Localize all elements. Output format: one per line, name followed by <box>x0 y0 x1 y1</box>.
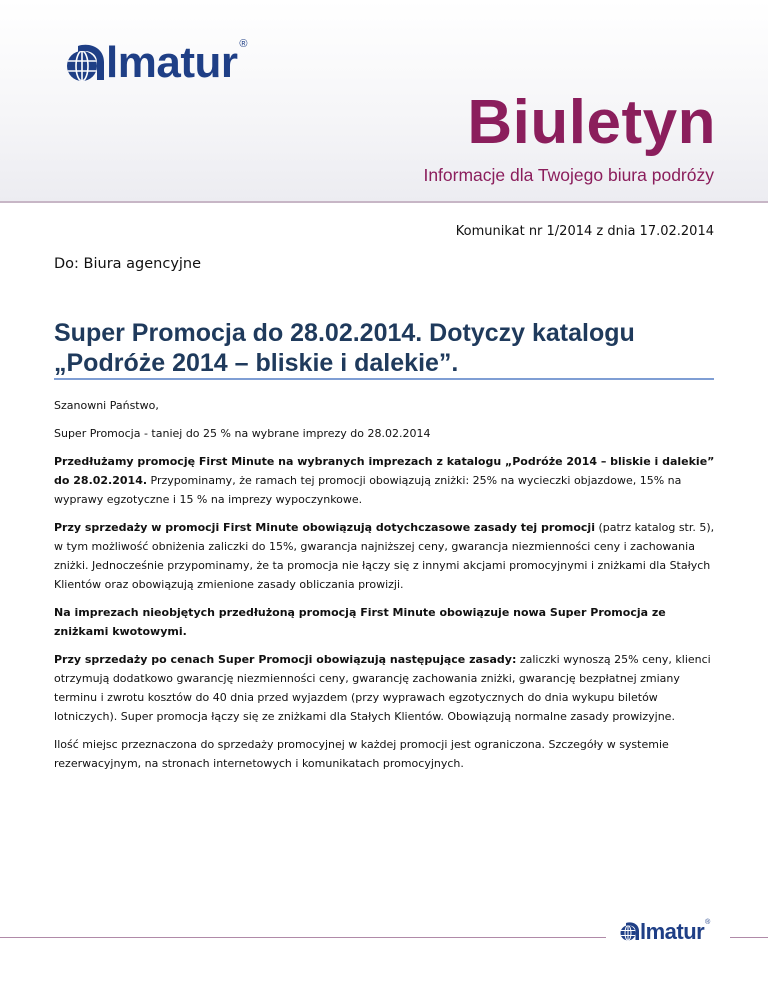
paragraph-rest: (patrz katalog str. 5), w tym możliwość obniżenia zaliczki do 15%, gwarancja najniższej ceny, gwarancja niezmienności ceny i zachowania zniżki. Jednocześnie przypominamy, że ta promocja nie łączy się z innymi akcjami promocyjnymi i zniżkami dla Stałych Klientów oraz obowiązują zmienione zasady obliczania prowizji. <box>54 521 715 591</box>
logo-wordmark: lmatur <box>640 918 705 944</box>
greeting: Szanowni Państwo, <box>54 399 159 412</box>
bulletin-title: Biuletyn <box>467 88 716 157</box>
intro-paragraph: Super Promocja - taniej do 25 % na wybrane imprezy do 28.02.2014 <box>54 427 431 440</box>
addressee: Do: Biura agencyjne <box>54 256 202 272</box>
paragraph-new-promo <box>54 603 716 641</box>
paragraph-lead: Przedłużamy promocję First Minute na wybranych imprezach z katalogu „Podróże 2014 – bliskie i dalekie” do 28.02.2014. <box>54 455 715 487</box>
registered-mark: ® <box>705 919 711 926</box>
bulletin-subtitle: Informacje dla Twojego biura podróży <box>423 165 714 185</box>
paragraph-lead: Przy sprzedaży po cenach Super Promocji obowiązują następujące zasady: <box>54 653 517 666</box>
logo-wordmark: lmatur <box>106 38 238 87</box>
footer-divider-right <box>730 937 768 938</box>
paragraph-first-minute <box>54 452 716 509</box>
paragraph-lead: Przy sprzedaży w promocji First Minute obowiązują dotychczasowe zasady tej promocji <box>54 521 595 534</box>
paragraph-lead: Na imprezach nieobjętych przedłużoną promocją First Minute obowiązuje nowa Super Promocja ze zniżkami kwotowymi. <box>54 606 666 638</box>
headline-line-2: „Podróże 2014 – bliskie i dalekie”. <box>54 349 459 377</box>
globe-a-icon <box>60 40 108 86</box>
footer-divider-left <box>0 937 606 938</box>
paragraph-availability: Ilość miejsc przeznaczona do sprzedaży promocyjnej w każdej promocji jest ograniczona. Szczegóły w systemie rezerwacyjnym, na stronach internetowych i komunikatach promocyjnych. <box>54 738 669 770</box>
header-divider <box>0 201 768 203</box>
almatur-footer-logo <box>617 918 711 944</box>
almatur-logo <box>60 38 248 87</box>
globe-a-icon <box>617 920 641 943</box>
headline-underline <box>54 378 714 380</box>
paragraph-rest: zaliczki wynoszą 25% ceny, klienci otrzymują dodatkowo gwarancję niezmienności ceny, gwarancję zachowania zniżki, gwarancję bezpłatnej zmiany terminu i zwrotu kosztów do 40 dnia przed wyjazdem (przy wyprawach egzotycznych do dnia wykupu biletów lotniczych). Super promocja łączy się ze zniżkami dla Stałych Klientów. Obowiązują normalne zasady prowizyjne. <box>54 653 711 723</box>
paragraph-rest: Przypominamy, że ramach tej promocji obowiązują zniżki: 25% na wycieczki objazdowe, 15% na wyprawy egzotyczne i 15 % na imprezy wypoczynkowe. <box>54 474 682 506</box>
headline <box>54 318 724 378</box>
communique-number: Komunikat nr 1/2014 z dnia 17.02.2014 <box>455 224 714 239</box>
body-text <box>54 396 716 782</box>
paragraph-rules <box>54 518 716 594</box>
headline-line-1: Super Promocja do 28.02.2014. Dotyczy katalogu <box>54 319 635 347</box>
paragraph-super-promo-rules <box>54 650 716 726</box>
registered-mark: ® <box>239 38 248 50</box>
